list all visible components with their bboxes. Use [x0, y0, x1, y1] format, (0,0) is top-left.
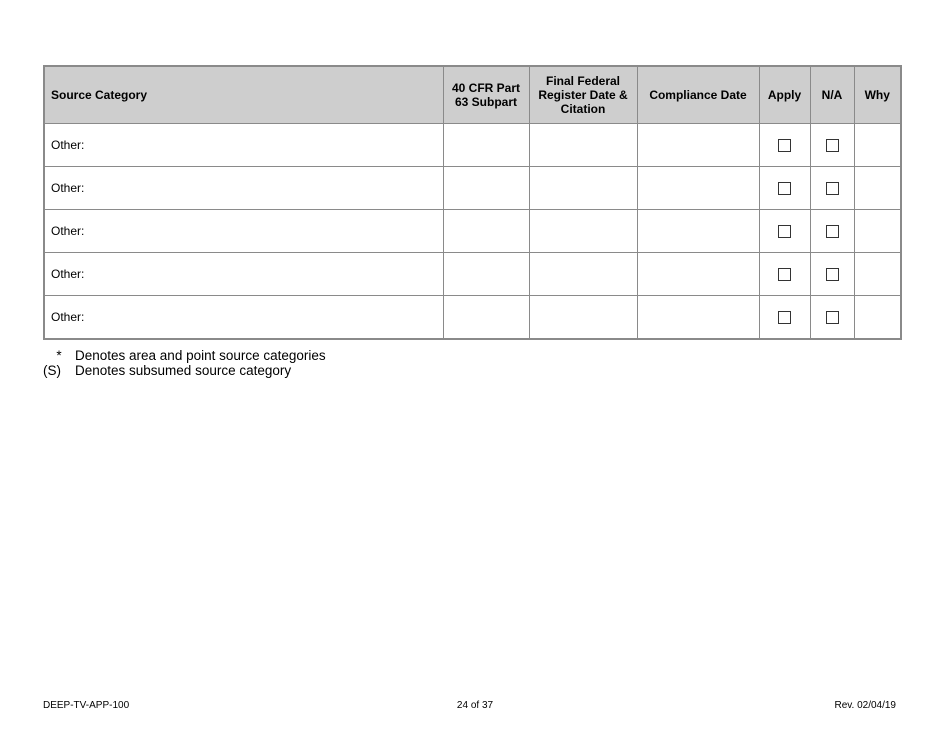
table-row: [44, 124, 901, 167]
header-register-line3: Citation: [560, 102, 606, 116]
source-category-cell[interactable]: Other:: [44, 210, 443, 253]
why-cell[interactable]: [854, 296, 901, 340]
na-cell: [810, 210, 854, 253]
header-cfr-part-line1: 40 CFR Part: [451, 81, 521, 95]
compliance-date-cell[interactable]: [637, 124, 759, 167]
header-na: N/A: [810, 66, 854, 124]
apply-cell: [759, 210, 810, 253]
na-cell: [810, 167, 854, 210]
footnote-subsumed: [43, 363, 326, 378]
na-cell: [810, 296, 854, 340]
cfr-part-cell[interactable]: [443, 210, 529, 253]
na-checkbox[interactable]: [826, 225, 839, 238]
footnote-area-point: [43, 348, 326, 363]
footnotes: [43, 348, 326, 378]
compliance-date-cell[interactable]: [637, 253, 759, 296]
header-source-category: Source Category: [44, 66, 443, 124]
source-category-cell[interactable]: Other:: [44, 296, 443, 340]
header-cfr-part-line2: 63 Subpart: [454, 95, 517, 109]
footer-form-id: DEEP-TV-APP-100: [43, 700, 130, 711]
header-cfr-part: [443, 66, 529, 124]
footer-page-number: 24 of 37: [456, 700, 494, 711]
cfr-part-cell[interactable]: [443, 253, 529, 296]
federal-register-cell[interactable]: [529, 296, 637, 340]
apply-checkbox[interactable]: [778, 182, 791, 195]
header-register-line2: Register Date &: [538, 88, 628, 102]
source-category-cell[interactable]: Other:: [44, 124, 443, 167]
na-checkbox[interactable]: [826, 268, 839, 281]
header-federal-register: [529, 66, 637, 124]
header-register-line1: Final Federal: [545, 74, 621, 88]
source-category-table: [43, 65, 902, 340]
source-category-cell[interactable]: Other:: [44, 167, 443, 210]
table-header-row: [44, 66, 901, 124]
footnote-s-mark: (S): [43, 363, 61, 378]
na-checkbox[interactable]: [826, 139, 839, 152]
apply-checkbox[interactable]: [778, 311, 791, 324]
why-cell[interactable]: [854, 167, 901, 210]
footer-revision: Rev. 02/04/19: [834, 700, 896, 711]
compliance-date-cell[interactable]: [637, 296, 759, 340]
compliance-date-cell[interactable]: [637, 210, 759, 253]
footnote-text: Denotes area and point source categories: [75, 348, 326, 363]
apply-checkbox[interactable]: [778, 225, 791, 238]
apply-checkbox[interactable]: [778, 268, 791, 281]
source-category-cell[interactable]: Other:: [44, 253, 443, 296]
apply-cell: [759, 296, 810, 340]
header-apply: Apply: [759, 66, 810, 124]
federal-register-cell[interactable]: [529, 124, 637, 167]
apply-cell: [759, 167, 810, 210]
table-row: [44, 210, 901, 253]
table-row: [44, 167, 901, 210]
table-row: [44, 296, 901, 340]
cfr-part-cell[interactable]: [443, 296, 529, 340]
cfr-part-cell[interactable]: [443, 124, 529, 167]
na-checkbox[interactable]: [826, 311, 839, 324]
table-row: [44, 253, 901, 296]
footnote-asterisk: *: [56, 348, 62, 363]
footnote-text: Denotes subsumed source category: [75, 363, 292, 378]
federal-register-cell[interactable]: [529, 167, 637, 210]
compliance-date-cell[interactable]: [637, 167, 759, 210]
header-why: Why: [854, 66, 901, 124]
federal-register-cell[interactable]: [529, 253, 637, 296]
why-cell[interactable]: [854, 253, 901, 296]
why-cell[interactable]: [854, 210, 901, 253]
apply-checkbox[interactable]: [778, 139, 791, 152]
na-cell: [810, 124, 854, 167]
apply-cell: [759, 253, 810, 296]
federal-register-cell[interactable]: [529, 210, 637, 253]
why-cell[interactable]: [854, 124, 901, 167]
na-checkbox[interactable]: [826, 182, 839, 195]
header-compliance-date: Compliance Date: [637, 66, 759, 124]
na-cell: [810, 253, 854, 296]
cfr-part-cell[interactable]: [443, 167, 529, 210]
apply-cell: [759, 124, 810, 167]
